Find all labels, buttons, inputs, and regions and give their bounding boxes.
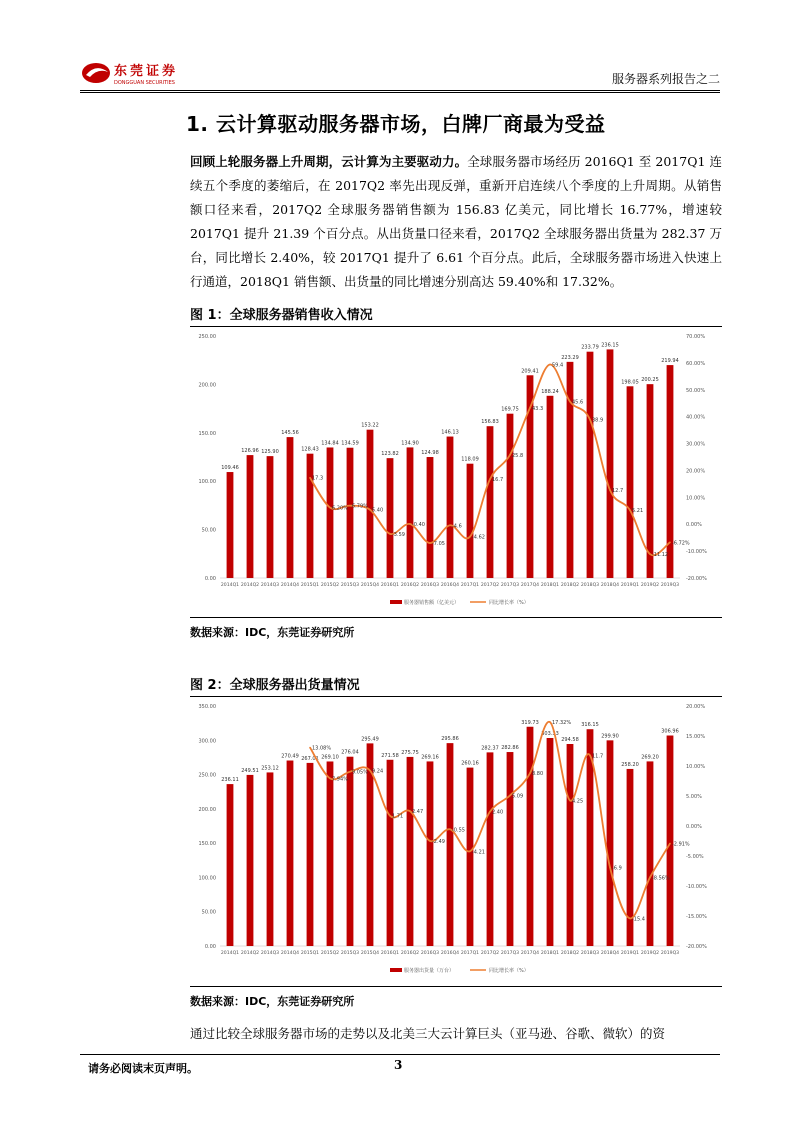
x-tick-label: 2018Q3 (580, 583, 600, 588)
growth-value-label: 43.3 (532, 405, 544, 412)
growth-point (469, 850, 471, 852)
y-left-tick-label: 150.00 (198, 841, 216, 848)
y-left-tick-label: 200.00 (198, 382, 216, 389)
figure2-source: 数据来源：IDC，东莞证券研究所 (190, 986, 722, 1009)
continued-paragraph: 通过比较全球服务器市场的走势以及北美三大云计算巨头（亚马逊、谷歌、微软）的资 (190, 1026, 666, 1041)
bar-value-label: 276.04 (341, 749, 359, 756)
bar-2017Q1 (467, 768, 474, 946)
figure2-title: 图 2：全球服务器出货量情况 (190, 674, 722, 697)
bar-value-label: 269.16 (421, 754, 439, 761)
y-left-tick-label: 50.00 (201, 909, 216, 916)
x-tick-label: 2015Q1 (300, 583, 320, 588)
x-tick-label: 2014Q1 (220, 583, 240, 588)
growth-value-label: -4.62 (472, 534, 485, 541)
bar-value-label: 123.82 (381, 451, 399, 458)
bar-2014Q1 (227, 784, 234, 946)
figure1-source: 数据来源：IDC，东莞证券研究所 (190, 617, 722, 640)
bar-value-label: 134.84 (321, 440, 339, 447)
bar-value-label: 271.58 (381, 752, 399, 759)
growth-value-label: -7.05 (432, 541, 445, 548)
y-right-tick-label: 0.00% (686, 522, 702, 529)
figure1-title: 图 1：全球服务器销售收入情况 (190, 304, 722, 327)
bar-value-label: 275.75 (401, 749, 419, 756)
x-tick-label: 2016Q3 (420, 583, 440, 588)
bar-value-label: 236.15 (601, 342, 619, 349)
x-tick-label: 2015Q2 (320, 951, 340, 956)
growth-value-label: 13.08% (312, 745, 332, 752)
y-right-tick-label: 40.00% (686, 414, 706, 421)
bar-2019Q2 (647, 761, 654, 946)
growth-value-label: -3.59 (392, 531, 405, 538)
bar-value-label: 319.73 (521, 719, 539, 726)
x-tick-label: 2016Q2 (400, 583, 420, 588)
bar-2014Q4 (287, 761, 294, 946)
bar-value-label: 153.22 (361, 422, 379, 429)
intro-paragraph (190, 150, 722, 294)
growth-point (409, 810, 411, 812)
growth-value-label: 9.24 (372, 768, 384, 775)
growth-value-label: -15.4 (632, 916, 645, 923)
bar-value-label: 295.86 (441, 736, 459, 743)
x-tick-label: 2019Q2 (640, 951, 660, 956)
bar-value-label: 249.51 (241, 767, 259, 774)
y-left-tick-label: 50.00 (201, 527, 216, 534)
growth-point (549, 721, 551, 723)
y-left-tick-label: 150.00 (198, 430, 216, 437)
bar-value-label: 236.11 (221, 777, 239, 784)
bar-2015Q2 (327, 761, 334, 946)
y-left-tick-label: 0.00 (204, 944, 216, 950)
shipment-volume-chart (190, 696, 722, 984)
bar-value-label: 270.49 (281, 753, 299, 760)
growth-value-label: -2.91% (672, 841, 690, 848)
y-left-tick-label: 100.00 (198, 479, 216, 486)
dongguan-securities-logo (80, 58, 220, 88)
growth-point (549, 364, 551, 366)
growth-point (369, 770, 371, 772)
bar-2016Q3 (427, 457, 434, 578)
bar-value-label: 219.94 (661, 358, 679, 365)
bar-2016Q2 (407, 757, 414, 946)
growth-point (389, 533, 391, 535)
x-tick-label: 2015Q4 (360, 951, 380, 956)
bar-2018Q1 (547, 738, 554, 946)
bar-value-label: 126.96 (241, 448, 259, 455)
x-tick-label: 2014Q1 (220, 951, 240, 956)
growth-point (669, 843, 671, 845)
growth-point (589, 755, 591, 757)
bar-2014Q4 (287, 437, 294, 578)
bar-2019Q2 (647, 384, 654, 578)
header-divider (80, 90, 720, 91)
legend-bar-label: 服务器出货量（万台） (404, 968, 455, 974)
y-right-tick-label: -20.00% (686, 576, 707, 582)
x-tick-label: 2015Q1 (300, 951, 320, 956)
x-tick-label: 2014Q3 (260, 951, 280, 956)
y-right-tick-label: 20.00% (686, 704, 706, 710)
bar-value-label: 128.43 (301, 446, 319, 453)
x-tick-label: 2015Q4 (360, 583, 380, 588)
paragraph-lead: 回顾上轮服务器上升周期，云计算为主要驱动力。 (190, 154, 468, 169)
y-right-tick-label: -10.00% (686, 884, 707, 890)
bar-2014Q2 (247, 455, 254, 578)
bar-value-label: 282.37 (481, 745, 499, 752)
bar-2017Q2 (487, 426, 494, 578)
growth-point (329, 778, 331, 780)
x-tick-label: 2018Q3 (580, 951, 600, 956)
x-tick-label: 2018Q1 (540, 583, 560, 588)
y-right-tick-label: -15.00% (686, 914, 707, 920)
y-right-tick-label: -10.00% (686, 549, 707, 556)
bar-value-label: 303.33 (541, 731, 559, 738)
growth-point (569, 401, 571, 403)
header-divider-2 (80, 92, 720, 93)
bar-2014Q2 (247, 775, 254, 946)
y-right-tick-label: -5.00% (686, 854, 704, 860)
x-tick-label: 2015Q3 (340, 951, 360, 956)
growth-point (349, 505, 351, 507)
bar-2016Q4 (447, 743, 454, 946)
y-left-tick-label: 250.00 (198, 334, 216, 340)
bar-2016Q3 (427, 761, 434, 946)
y-right-tick-label: 5.00% (686, 794, 702, 800)
growth-point (449, 524, 451, 526)
growth-value-label: 17.3 (312, 475, 324, 482)
bar-2016Q4 (447, 437, 454, 578)
bar-2016Q1 (387, 458, 394, 578)
sales-revenue-chart (190, 326, 722, 616)
bar-value-label: 253.12 (261, 765, 279, 772)
bar-2014Q3 (267, 456, 274, 578)
bar-value-label: 198.05 (621, 379, 639, 386)
bar-value-label: 200.25 (641, 377, 659, 384)
growth-value-label: 5.09 (512, 793, 524, 800)
growth-value-label: 25.8 (512, 452, 524, 459)
bar-value-label: 209.41 (521, 368, 539, 375)
disclaimer-note: 请务必阅读末页声明。 (88, 1062, 198, 1075)
x-tick-label: 2017Q2 (480, 583, 500, 588)
growth-value-label: -6.72% (672, 540, 690, 547)
growth-value-label: 38.9 (592, 417, 604, 424)
y-right-tick-label: 10.00% (686, 764, 706, 770)
y-left-tick-label: 300.00 (198, 738, 216, 745)
brand-name: 东莞证券 (114, 64, 179, 79)
growth-point (489, 478, 491, 480)
x-tick-label: 2016Q4 (440, 951, 460, 956)
growth-point (629, 509, 631, 511)
bar-value-label: 258.20 (621, 761, 639, 768)
growth-value-label: 12.7 (612, 488, 624, 495)
y-right-tick-label: 0.00% (686, 824, 702, 830)
growth-value-label: -6.9 (612, 865, 622, 872)
x-tick-label: 2019Q3 (660, 583, 680, 588)
bar-2016Q2 (407, 447, 414, 578)
bar-value-label: 299.90 (601, 733, 619, 740)
y-left-tick-label: 250.00 (198, 772, 216, 779)
growth-value-label: 7.94% (332, 776, 348, 783)
x-tick-label: 2016Q1 (380, 951, 400, 956)
growth-point (409, 523, 411, 525)
growth-value-label: 45.6 (572, 399, 584, 406)
bar-value-label: 125.90 (261, 449, 279, 456)
growth-value-label: -8.56% (652, 875, 670, 882)
x-tick-label: 2017Q3 (500, 583, 520, 588)
bar-value-label: 269.10 (321, 754, 339, 761)
growth-value-label: 16.7 (492, 477, 504, 484)
bar-value-label: 295.49 (361, 736, 379, 743)
x-tick-label: 2019Q2 (640, 583, 660, 588)
bar-2016Q1 (387, 760, 394, 946)
x-tick-label: 2018Q1 (540, 951, 560, 956)
growth-point (329, 507, 331, 509)
brand-sub: DONGGUAN SECURITIES (114, 80, 175, 86)
y-right-tick-label: 20.00% (686, 468, 706, 475)
bar-value-label: 169.75 (501, 406, 519, 413)
growth-value-label: 6.79% (352, 503, 368, 510)
y-right-tick-label: 70.00% (686, 334, 706, 340)
growth-point (369, 509, 371, 511)
bar-value-label: 156.83 (481, 419, 499, 426)
bar-value-label: 233.79 (581, 344, 599, 351)
growth-point (489, 811, 491, 813)
bar-value-label: 118.09 (461, 456, 479, 463)
x-tick-label: 2015Q3 (340, 583, 360, 588)
growth-value-label: 17.32% (552, 720, 572, 727)
footer-divider (80, 1054, 720, 1055)
page-number: 3 (394, 1058, 403, 1072)
growth-point (569, 800, 571, 802)
growth-value-label: -2.49 (432, 838, 445, 845)
paragraph-body: 全球服务器市场经历 2016Q1 至 2017Q1 连续五个季度的萎缩后，在 2017Q2 率先出现反弹，重新开启连续八个季度的上升周期。从销售额口径来看，2017Q2 全球服务器销售额为 156.83 亿美元，同比增长 16.77%，增速较 2017Q1 提升 21.39 个百分点。从出货量口径来看，2017Q2 全球服务器出货量为 282.37 万台，同比增长 2.40%，较 2017Q1 提升了 6.61 个百分点。此后，全球服务器市场进入快速上行通道，2018Q1 销售额、出货量的同比增速分别高达 59.40%和 17.32%。 (190, 154, 722, 289)
x-tick-label: 2019Q3 (660, 951, 680, 956)
bar-value-label: 306.96 (661, 728, 679, 735)
bar-value-label: 282.86 (501, 745, 519, 752)
bar-2018Q4 (607, 349, 614, 578)
growth-value-label: 6.20% (332, 505, 348, 512)
x-tick-label: 2014Q4 (280, 951, 300, 956)
report-series-title: 服务器系列报告之二 (611, 72, 720, 86)
growth-value-label: 9.05% (352, 769, 368, 776)
bar-value-label: 316.15 (581, 722, 599, 729)
y-left-tick-label: 0.00 (204, 576, 216, 582)
growth-point (469, 536, 471, 538)
x-tick-label: 2018Q4 (600, 583, 620, 588)
x-tick-label: 2016Q1 (380, 583, 400, 588)
bar-value-label: 124.98 (421, 450, 439, 457)
legend-line-label: 同比增长率（%） (489, 968, 529, 974)
growth-point (669, 541, 671, 543)
growth-value-label: -0.55 (452, 827, 465, 834)
growth-value-label: 59.4 (552, 362, 564, 369)
growth-point (389, 815, 391, 817)
growth-point (309, 747, 311, 749)
growth-point (349, 771, 351, 773)
y-right-tick-label: 60.00% (686, 360, 706, 367)
bar-value-label: 260.16 (461, 760, 479, 767)
bar-value-label: 294.58 (561, 737, 579, 744)
x-tick-label: 2019Q1 (620, 951, 640, 956)
bar-value-label: 134.90 (401, 440, 419, 447)
growth-value-label: 2.47 (412, 809, 424, 816)
bar-2015Q1 (307, 763, 314, 946)
x-tick-label: 2019Q1 (620, 583, 640, 588)
x-tick-label: 2015Q2 (320, 583, 340, 588)
y-right-tick-label: -20.00% (686, 944, 707, 950)
bar-2018Q4 (607, 740, 614, 946)
y-right-tick-label: 15.00% (686, 734, 706, 740)
x-tick-label: 2017Q3 (500, 951, 520, 956)
x-tick-label: 2017Q4 (520, 951, 540, 956)
growth-value-label: -4.21 (472, 849, 485, 856)
bar-2014Q3 (267, 772, 274, 946)
x-tick-label: 2018Q2 (560, 951, 580, 956)
y-right-tick-label: 50.00% (686, 387, 706, 394)
legend-line-label: 同比增长率（%） (489, 600, 529, 606)
bar-2018Q1 (547, 396, 554, 578)
x-tick-label: 2017Q1 (460, 583, 480, 588)
growth-value-label: 5.40 (372, 507, 384, 514)
growth-point (529, 407, 531, 409)
bar-value-label: 134.59 (341, 440, 359, 447)
y-left-tick-label: 350.00 (198, 704, 216, 710)
bar-2018Q2 (567, 362, 574, 578)
growth-value-label: -11.12 (652, 552, 669, 559)
bar-2015Q3 (347, 757, 354, 946)
bar-value-label: 109.46 (221, 465, 239, 472)
bar-2017Q1 (467, 464, 474, 578)
x-tick-label: 2016Q3 (420, 951, 440, 956)
growth-point (529, 772, 531, 774)
x-tick-label: 2017Q2 (480, 951, 500, 956)
growth-point (589, 419, 591, 421)
y-right-tick-label: 10.00% (686, 495, 706, 502)
bar-value-label: 269.20 (641, 754, 659, 761)
bar-2018Q3 (587, 352, 594, 578)
growth-value-label: 5.21 (632, 508, 644, 515)
growth-value-label: 8.80 (532, 771, 544, 778)
bar-2017Q4 (527, 727, 534, 946)
x-tick-label: 2016Q4 (440, 583, 460, 588)
growth-value-label: -4.6 (452, 523, 462, 530)
bar-value-label: 267.01 (301, 755, 319, 762)
bar-value-label: 145.56 (281, 430, 299, 437)
y-left-tick-label: 100.00 (198, 875, 216, 882)
section-title: 1. 云计算驱动服务器市场，白牌厂商最为受益 (186, 112, 606, 136)
growth-point (509, 454, 511, 456)
x-tick-label: 2017Q4 (520, 583, 540, 588)
x-tick-label: 2014Q2 (240, 951, 260, 956)
growth-point (509, 795, 511, 797)
growth-value-label: 4.25 (572, 798, 584, 805)
y-left-tick-label: 200.00 (198, 806, 216, 813)
bar-2019Q1 (627, 386, 634, 578)
bar-2014Q1 (227, 472, 234, 578)
x-tick-label: 2014Q3 (260, 583, 280, 588)
bar-2017Q2 (487, 752, 494, 946)
x-tick-label: 2014Q4 (280, 583, 300, 588)
growth-point (609, 489, 611, 491)
y-right-tick-label: 30.00% (686, 441, 706, 448)
bar-2015Q3 (347, 448, 354, 578)
x-tick-label: 2017Q1 (460, 951, 480, 956)
bar-2015Q1 (307, 454, 314, 578)
x-tick-label: 2018Q2 (560, 583, 580, 588)
growth-point (309, 477, 311, 479)
growth-point (429, 542, 431, 544)
growth-point (649, 877, 651, 879)
bar-2015Q2 (327, 447, 334, 578)
page-header (80, 52, 720, 92)
bar-2017Q3 (507, 752, 514, 946)
legend-bar-swatch (390, 968, 402, 972)
growth-value-label: 11.7 (592, 753, 604, 760)
growth-point (449, 829, 451, 831)
growth-point (649, 553, 651, 555)
x-tick-label: 2016Q2 (400, 951, 420, 956)
growth-point (629, 918, 631, 920)
growth-value-label: 1.71 (392, 813, 404, 820)
bar-value-label: 223.29 (561, 354, 579, 361)
growth-point (609, 867, 611, 869)
growth-point (429, 840, 431, 842)
growth-value-label: -0.40 (412, 521, 425, 528)
legend-bar-swatch (390, 600, 402, 604)
bar-2017Q3 (507, 414, 514, 578)
growth-value-label: 2.40 (492, 809, 504, 816)
bar-value-label: 188.24 (541, 388, 559, 395)
bar-value-label: 146.13 (441, 429, 459, 436)
x-tick-label: 2014Q2 (240, 583, 260, 588)
legend-bar-label: 服务器销售额（亿美元） (404, 600, 460, 606)
bar-2018Q2 (567, 744, 574, 946)
x-tick-label: 2018Q4 (600, 951, 620, 956)
